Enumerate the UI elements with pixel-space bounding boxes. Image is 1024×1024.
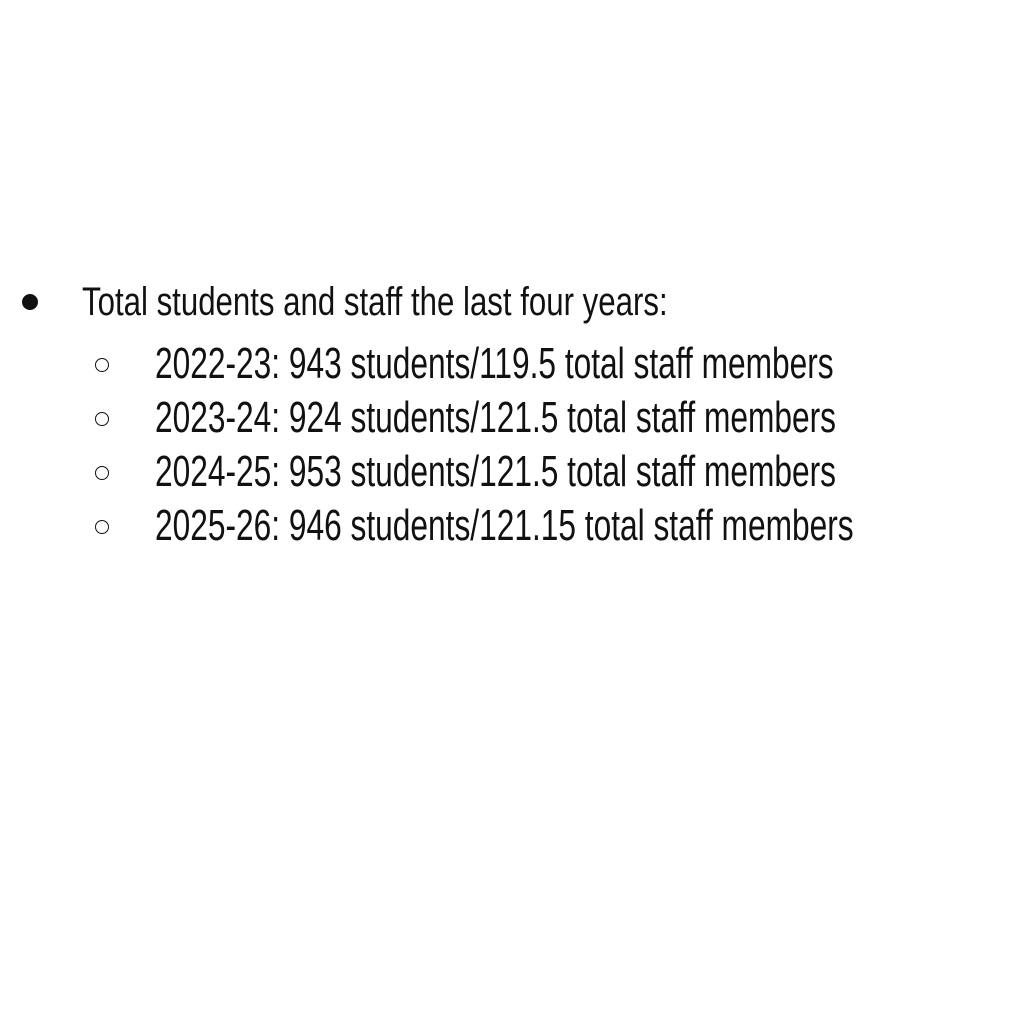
sub-list-item-text: 2022-23: 943 students/119.5 total staff members	[155, 339, 834, 388]
sub-list-item	[0, 498, 1024, 552]
hollow-bullet-icon	[95, 520, 109, 534]
sub-list-item-text: 2023-24: 924 students/121.5 total staff members	[155, 393, 836, 442]
sub-list-item	[0, 390, 1024, 444]
main-list-item-text: Total students and staff the last four years:	[82, 280, 668, 324]
hollow-bullet-icon	[95, 466, 109, 480]
sub-list-item-text: 2025-26: 946 students/121.15 total staff members	[155, 501, 854, 550]
filled-bullet-icon	[22, 294, 38, 310]
main-list-item	[0, 272, 1024, 332]
hollow-bullet-icon	[95, 412, 109, 426]
hollow-bullet-icon	[95, 358, 109, 372]
sub-list-item	[0, 336, 1024, 390]
sub-list	[0, 336, 1024, 552]
sub-list-item	[0, 444, 1024, 498]
sub-list-item-text: 2024-25: 953 students/121.5 total staff members	[155, 447, 836, 496]
